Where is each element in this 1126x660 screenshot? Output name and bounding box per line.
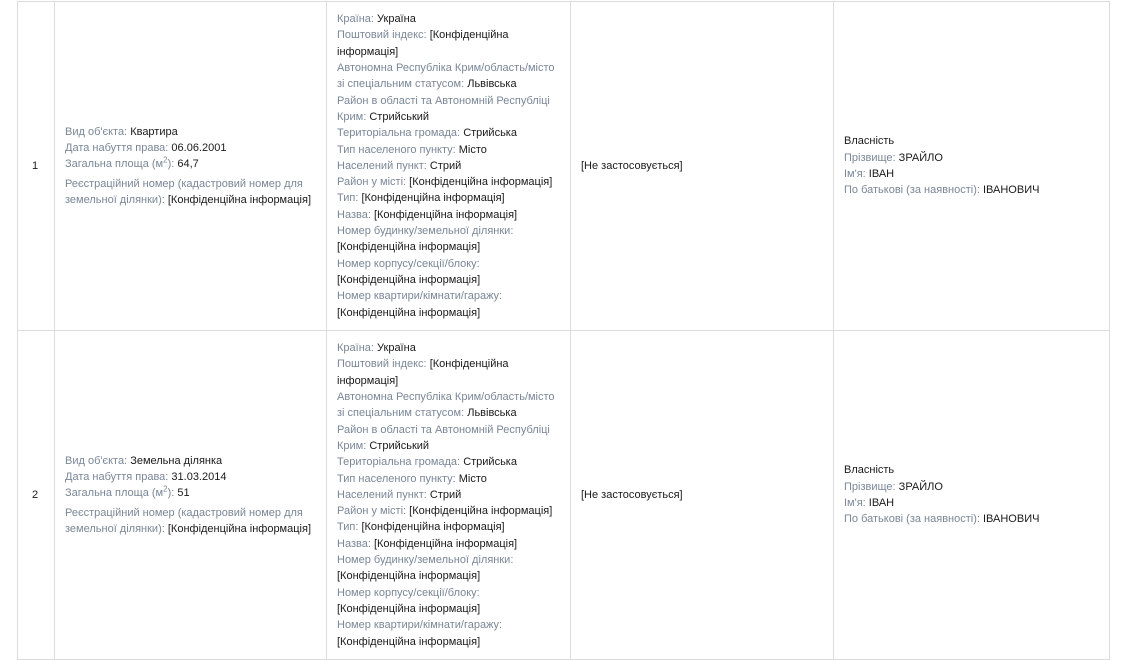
area-value: 64,7 xyxy=(177,158,199,171)
object-type-label: Вид об'єкта: xyxy=(65,125,128,138)
cadastral-label: Реєстраційний номер (кадастровий номер для земельної ділянки): xyxy=(65,506,303,535)
building-label: Номер будинку/земельної ділянки: xyxy=(337,554,514,567)
building-value: [Конфіденційна інформація] xyxy=(337,241,481,254)
street-name-label: Назва: xyxy=(337,537,371,550)
street-type-label: Тип: xyxy=(337,192,359,205)
settlement-value: Стрий xyxy=(429,159,462,172)
street-name-value: [Конфіденційна інформація] xyxy=(373,537,518,550)
block-value: [Конфіденційна інформація] xyxy=(337,602,481,615)
surname-label: Прізвище: xyxy=(844,151,896,164)
street-type-label: Тип: xyxy=(337,521,359,534)
cadastral-value: [Конфіденційна інформація] xyxy=(167,193,311,206)
patronymic-label: По батькові (за наявності): xyxy=(844,513,980,526)
settlement-type-label: Тип населеного пункту: xyxy=(337,472,456,485)
country-value: Україна xyxy=(377,13,416,26)
region-label: Автономна Республіка Крим/область/місто зі спеціальним статусом: xyxy=(337,391,555,420)
community-value: Стрийська xyxy=(463,456,517,469)
country-label: Країна: xyxy=(337,342,374,355)
owner-cell xyxy=(834,331,1110,660)
given-name-value: ІВАН xyxy=(868,497,895,509)
settlement-label: Населений пункт: xyxy=(337,159,427,172)
area-value: 51 xyxy=(177,487,190,500)
cadastral-value: [Конфіденційна інформація] xyxy=(167,522,311,535)
surname-value: ЗРАЙЛО xyxy=(898,151,943,164)
district-value: Стрийський xyxy=(369,110,430,123)
community-value: Стрийська xyxy=(463,127,517,140)
apartment-value: [Конфіденційна інформація] xyxy=(337,635,481,648)
region-label: Автономна Республіка Крим/область/місто зі спеціальним статусом: xyxy=(337,62,555,91)
acquired-date-value: 31.03.2014 xyxy=(171,471,227,484)
country-value: Україна xyxy=(377,342,416,355)
table-row xyxy=(18,2,1110,331)
acquired-date-label: Дата набуття права: xyxy=(65,471,169,484)
right-type-value: Власність xyxy=(844,135,895,148)
postal-label: Поштовий індекс: xyxy=(337,29,427,42)
surname-label: Прізвище: xyxy=(844,480,896,493)
block-label: Номер корпусу/секції/блоку: xyxy=(337,257,480,270)
area-label: Загальна площа $(м^2)$: xyxy=(65,484,175,500)
area-label: Загальна площа $(м^2)$: xyxy=(65,155,175,171)
postal-value: [Конфіденційна інформація] xyxy=(337,29,509,58)
object-type-value: Земельна ділянка xyxy=(130,454,223,467)
cadastral-label: Реєстраційний номер (кадастровий номер для земельної ділянки): xyxy=(65,177,303,206)
postal-value: [Конфіденційна інформація] xyxy=(337,358,509,387)
acquired-date-value: 06.06.2001 xyxy=(171,142,227,155)
address-cell xyxy=(327,331,571,660)
row-number: 2 xyxy=(18,331,55,660)
table-row xyxy=(18,331,1110,660)
block-value: [Конфіденційна інформація] xyxy=(337,273,481,286)
object-info-cell xyxy=(55,331,327,660)
object-type-label: Вид об'єкта: xyxy=(65,454,128,467)
apartment-label: Номер квартири/кімнати/гаражу: xyxy=(337,619,503,632)
street-type-value: [Конфіденційна інформація] xyxy=(361,521,505,534)
street-name-label: Назва: xyxy=(337,208,371,221)
city-district-label: Район у місті: xyxy=(337,505,407,518)
district-label: Район в області та Автономній Республіці Крим: xyxy=(337,94,550,123)
row-number: 1 xyxy=(18,2,55,331)
apartment-value: [Конфіденційна інформація] xyxy=(337,306,481,319)
settlement-label: Населений пункт: xyxy=(337,488,427,501)
community-label: Територіальна громада: xyxy=(337,456,461,469)
street-name-value: [Конфіденційна інформація] xyxy=(373,208,518,221)
other-cell: [Не застосовується] xyxy=(571,331,834,660)
owner-cell xyxy=(834,2,1110,331)
region-value: Львівська xyxy=(467,78,517,91)
community-label: Територіальна громада: xyxy=(337,127,461,140)
patronymic-label: По батькові (за наявності): xyxy=(844,184,980,197)
given-name-value: ІВАН xyxy=(868,168,895,180)
settlement-type-value: Місто xyxy=(458,472,487,485)
settlement-type-label: Тип населеного пункту: xyxy=(337,143,456,156)
postal-label: Поштовий індекс: xyxy=(337,358,427,371)
property-table xyxy=(17,1,1110,660)
object-type-value: Квартира xyxy=(130,125,178,138)
building-value: [Конфіденційна інформація] xyxy=(337,570,481,583)
object-info-cell xyxy=(55,2,327,331)
right-type-value: Власність xyxy=(844,464,895,477)
city-district-label: Район у місті: xyxy=(337,176,407,189)
settlement-type-value: Місто xyxy=(458,143,487,156)
city-district-value: [Конфіденційна інформація] xyxy=(409,176,553,189)
acquired-date-label: Дата набуття права: xyxy=(65,142,169,155)
district-label: Район в області та Автономній Республіці Крим: xyxy=(337,423,550,452)
surname-value: ЗРАЙЛО xyxy=(898,480,943,493)
given-name-label: Ім'я: xyxy=(844,497,866,509)
district-value: Стрийський xyxy=(369,439,430,452)
region-value: Львівська xyxy=(467,407,517,420)
building-label: Номер будинку/земельної ділянки: xyxy=(337,225,514,238)
street-type-value: [Конфіденційна інформація] xyxy=(361,192,505,205)
given-name-label: Ім'я: xyxy=(844,168,866,180)
patronymic-value: ІВАНОВИЧ xyxy=(983,513,1040,526)
apartment-label: Номер квартири/кімнати/гаражу: xyxy=(337,290,503,303)
city-district-value: [Конфіденційна інформація] xyxy=(409,505,553,518)
settlement-value: Стрий xyxy=(429,488,462,501)
address-cell xyxy=(327,2,571,331)
country-label: Країна: xyxy=(337,13,374,26)
block-label: Номер корпусу/секції/блоку: xyxy=(337,586,480,599)
patronymic-value: ІВАНОВИЧ xyxy=(983,184,1040,197)
other-cell: [Не застосовується] xyxy=(571,2,834,331)
